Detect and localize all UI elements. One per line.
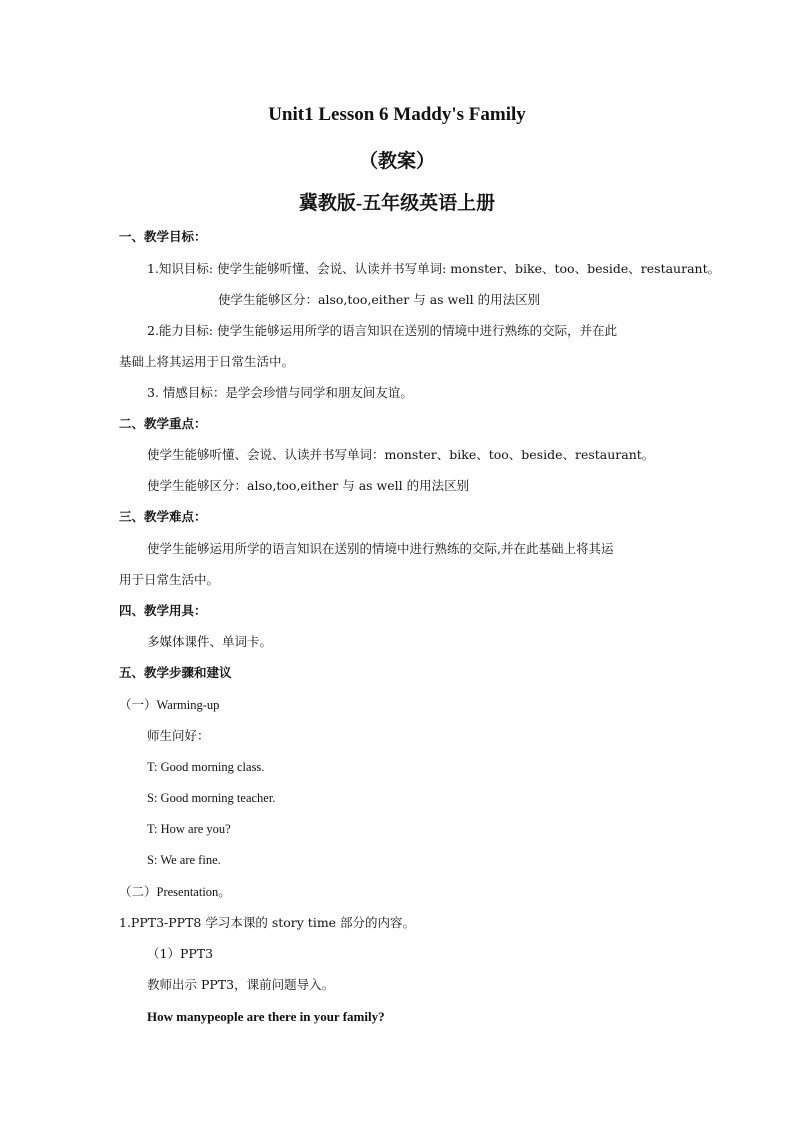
paragraph-knowledge-objective: 1.知识目标: 使学生能够听懂、会说、认读并书写单词: monster、bike、too、beside、restaurant。 xyxy=(147,261,721,276)
section-heading-steps: 五、教学步骤和建议 xyxy=(119,665,232,680)
paragraph-greeting: 师生问好： xyxy=(147,728,210,743)
step-heading-presentation: （二）Presentation。 xyxy=(119,885,231,899)
paragraph-key-point-1: 使学生能够听懂、会说、认读并书写单词：monster、bike、too、beside、restaurant。 xyxy=(147,447,655,462)
document-subtitle: （教案） xyxy=(358,151,435,172)
paragraph-question: How manypeople are there in your family? xyxy=(147,1009,385,1024)
paragraph-ability-objective-cont: 基础上将其运用于日常生活中。 xyxy=(119,354,295,369)
paragraph-difficulty-cont: 用于日常生活中。 xyxy=(119,572,220,587)
paragraph-knowledge-objective-2: 使学生能够区分：also,too,either 与 as well 的用法区别 xyxy=(218,292,541,307)
paragraph-ppt3: （1）PPT3 xyxy=(147,946,214,961)
paragraph-ability-objective: 2.能力目标: 使学生能够运用所学的语言知识在送别的情境中进行熟练的交际，并在此 xyxy=(147,323,618,338)
paragraph-key-point-2: 使学生能够区分：also,too,either 与 as well 的用法区别 xyxy=(147,478,470,493)
section-heading-teaching-aids: 四、教学用具： xyxy=(119,603,207,618)
document-textbook: 冀教版-五年级英语上册 xyxy=(298,193,496,214)
dialogue-line: T: How are you? xyxy=(147,822,231,836)
section-heading-key-points: 二、教学重点： xyxy=(119,416,207,431)
section-heading-objectives: 一、教学目标： xyxy=(119,229,207,244)
paragraph-teaching-aids: 多媒体课件、单词卡。 xyxy=(147,634,273,649)
dialogue-line: S: Good morning teacher. xyxy=(147,791,276,805)
dialogue-line: T: Good morning class. xyxy=(147,760,265,774)
section-heading-difficulties: 三、教学难点： xyxy=(119,509,207,524)
paragraph-difficulty: 使学生能够运用所学的语言知识在送别的情境中进行熟练的交际,并在此基础上将其运 xyxy=(147,541,614,556)
dialogue-line: S: We are fine. xyxy=(147,853,221,867)
paragraph-emotion-objective: 3. 情感目标：是学会珍惜与同学和朋友间友谊。 xyxy=(147,385,413,400)
paragraph-ppt3-intro: 教师出示 PPT3，课前问题导入。 xyxy=(147,977,335,992)
document-title: Unit1 Lesson 6 Maddy's Family xyxy=(268,104,526,125)
step-heading-warming-up: （一）Warming-up xyxy=(119,698,220,712)
paragraph-ppt-range: 1.PPT3-PPT8 学习本课的 story time 部分的内容。 xyxy=(119,915,416,930)
